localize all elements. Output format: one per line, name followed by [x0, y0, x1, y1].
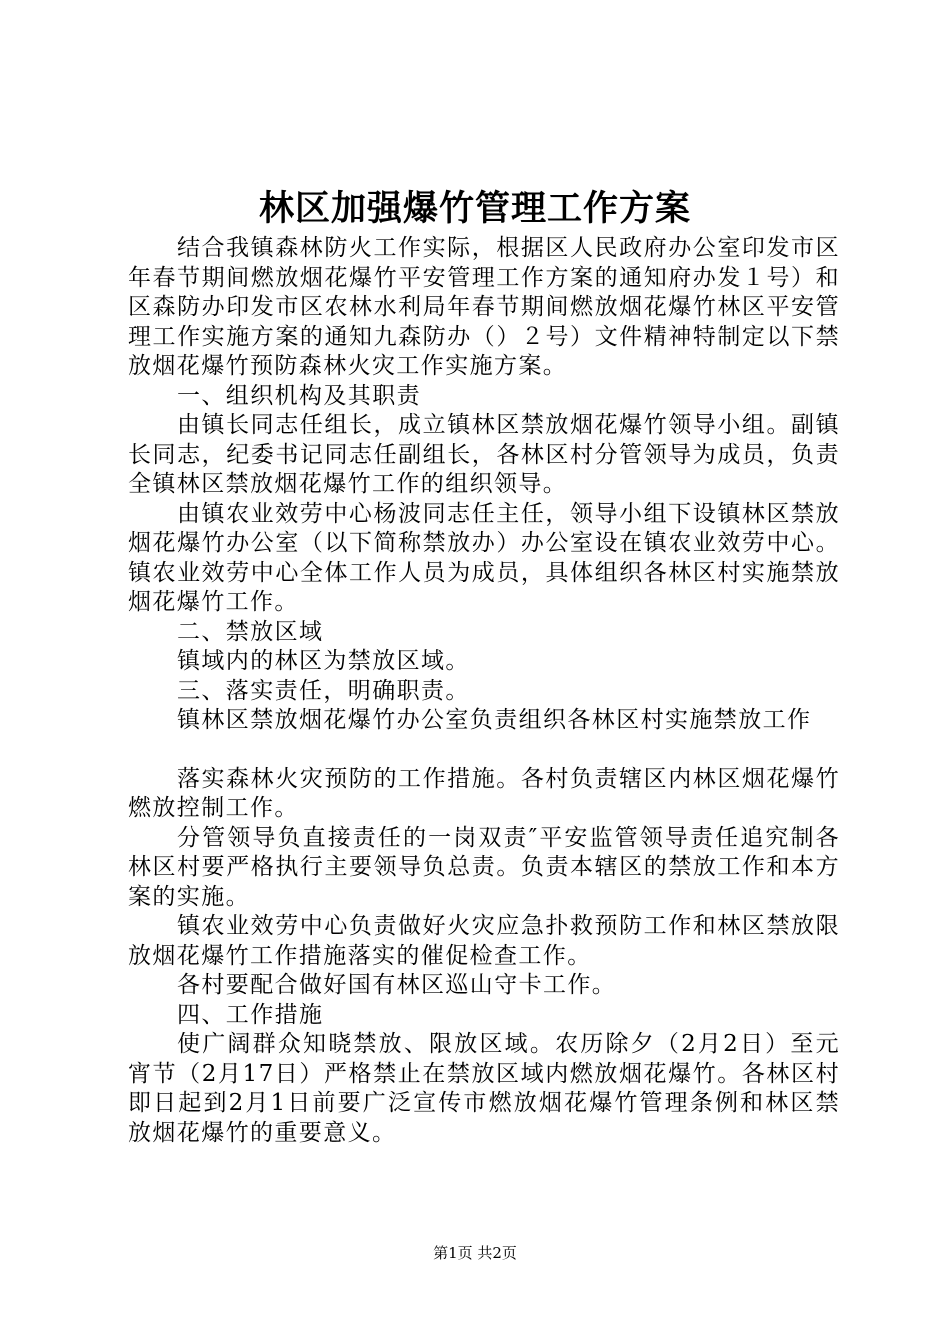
paragraph-fire-prevention: 落实森林火灾预防的工作措施。各村负责辖区内林区烟花爆竹燃放控制工作。	[128, 765, 840, 821]
paragraph-office: 由镇农业效劳中心杨波同志任主任，领导小组下设镇林区禁放烟花爆竹办公室（以下简称禁放办）办公室设在镇农业效劳中心。镇农业效劳中心全体工作人员为成员，具体组织各林区村实施禁放烟花爆竹工作。	[128, 500, 840, 615]
paragraph-service-center: 镇农业效劳中心负责做好火灾应急扑救预防工作和林区禁放限放烟花爆竹工作措施落实的催促检查工作。	[128, 913, 840, 969]
page-title: 林区加强爆竹管理工作方案	[258, 188, 691, 229]
section-heading-measures: 四、工作措施	[177, 1001, 324, 1028]
paragraph-measures: 使广阔群众知晓禁放、限放区域。农历除夕（2月2日）至元宵节（2月17日）严格禁止在禁放区域内燃放烟花爆竹。各林区村即日起到2月1日前要广泛宣传市燃放烟花爆竹管理条例和林区禁放烟花爆竹的重要意义。	[128, 1031, 840, 1146]
paragraph-area: 镇域内的林区为禁放区域。	[177, 648, 470, 674]
section-heading-responsibility: 三、落实责任，明确职责。	[177, 677, 470, 704]
section-heading-area: 二、禁放区域	[177, 618, 324, 645]
document-body	[128, 234, 840, 1148]
paragraph-office-responsibility: 镇林区禁放烟花爆竹办公室负责组织各林区村实施禁放工作	[177, 707, 812, 733]
page-footer: 第1页 共2页	[433, 1244, 517, 1262]
paragraph-leadership-group: 由镇长同志任组长，成立镇林区禁放烟花爆竹领导小组。副镇长同志，纪委书记同志任副组长，各林区村分管领导为成员，负责全镇林区禁放烟花爆竹工作的组织领导。	[128, 412, 840, 497]
paragraph-patrol: 各村要配合做好国有林区巡山守卡工作。	[177, 972, 617, 998]
section-heading-organization: 一、组织机构及其职责	[177, 382, 421, 409]
paragraph-accountability: 分管领导负直接责任的一岗双责″平安监管领导责任追究制各林区村要严格执行主要领导负总责。负责本辖区的禁放工作和本方案的实施。	[128, 824, 840, 910]
paragraph-intro: 结合我镇森林防火工作实际，根据区人民政府办公室印发市区年春节期间燃放烟花爆竹平安管理工作方案的通知府办发１号）和区森防办印发市区农林水利局年春节期间燃放烟花爆竹林区平安管理工作实施方案的通知九森防办（）２号）文件精神特制定以下禁放烟花爆竹预防森林火灾工作实施方案。	[128, 235, 840, 379]
